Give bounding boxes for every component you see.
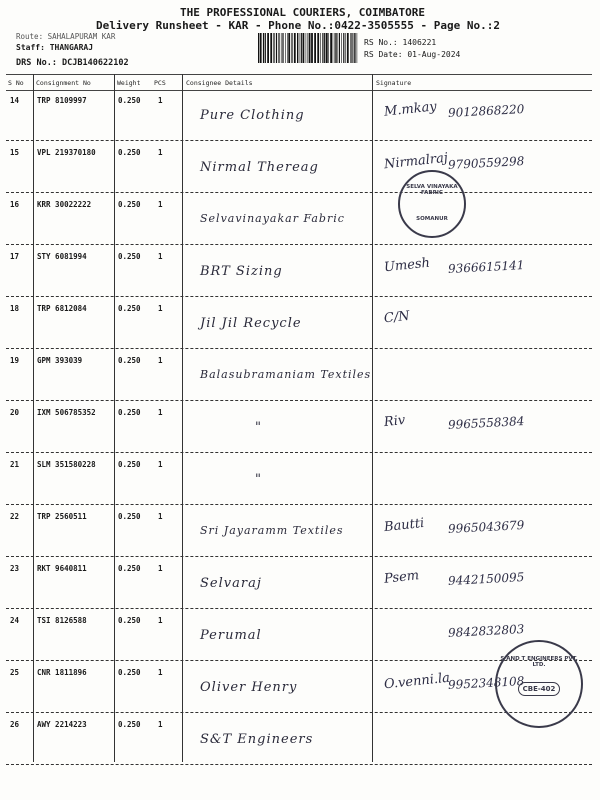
row-consignment-no: IXM 506785352 [37,408,96,417]
row-divider [6,348,592,349]
row-pcs: 1 [158,616,163,625]
row-divider [6,764,592,765]
row-divider [6,296,592,297]
row-weight: 0.250 [118,356,141,365]
col-header-sno: S No [8,79,24,87]
row-signature: M.mkay [383,99,438,120]
row-signature: Psem [383,568,420,587]
row-consignment-no: STY 6081994 [37,252,87,261]
row-pcs: 1 [158,200,163,209]
row-signature: C/N [383,308,411,327]
row-weight: 0.250 [118,668,141,677]
row-signature: Bautti [383,515,425,536]
row-consignment-no: CNR 1811896 [37,668,87,677]
row-weight: 0.250 [118,616,141,625]
row-pcs: 1 [158,564,163,573]
snt-engineers-stamp: S AND T ENGINEERS PVT. LTD. CBE-402 [495,640,583,728]
row-sno: 23 [10,564,20,573]
selva-vinayaka-stamp: SELVA VINAYAKA FABRIC SOMANUR [398,170,466,238]
row-sno: 17 [10,252,20,261]
row-pcs: 1 [158,408,163,417]
row-consignment-no: SLM 351580228 [37,460,96,469]
col-header-consignment: Consignment No [36,79,91,87]
row-divider [6,712,592,713]
row-weight: 0.250 [118,252,141,261]
row-weight: 0.250 [118,564,141,573]
row-weight: 0.250 [118,512,141,521]
row-consignment-no: RKT 9640811 [37,564,87,573]
col-header-consignee: Consignee Details [186,79,253,87]
row-consignment-no: AWY 2214223 [37,720,87,729]
rs-date: RS Date: 01-Aug-2024 [364,50,461,59]
row-weight: 0.250 [118,720,141,729]
row-weight: 0.250 [118,304,141,313]
row-divider [6,192,592,193]
row-phone: 9965558384 [447,414,525,432]
row-divider [6,244,592,245]
barcode-icon [258,33,358,63]
row-divider [6,452,592,453]
row-sno: 14 [10,96,20,105]
row-consignment-no: TRP 6812084 [37,304,87,313]
row-phone: 9842832803 [447,622,525,640]
row-consignment-no: TRP 8109997 [37,96,87,105]
header-bottom-rule [6,90,592,91]
row-phone: 9012868220 [447,102,525,120]
row-divider [6,504,592,505]
row-sno: 21 [10,460,20,469]
row-sno: 25 [10,668,20,677]
row-consignee: Nirmal Thereag [200,160,319,175]
row-phone: 9952348108 [447,674,525,692]
row-consignee: BRT Sizing [200,264,283,279]
runsheet-subtitle: Delivery Runsheet - KAR - Phone No.:0422-3505555 - Page No.:2 [96,19,500,32]
route-label: Route: SAHALAPURAM KAR [16,32,116,41]
row-sno: 16 [10,200,20,209]
row-weight: 0.250 [118,408,141,417]
col-divider [182,74,183,762]
row-consignment-no: VPL 219370180 [37,148,96,157]
row-phone: 9790559298 [447,154,525,172]
row-consignee: " [255,472,262,487]
row-phone: 9965043679 [447,518,525,536]
col-divider [33,74,34,762]
row-pcs: 1 [158,304,163,313]
row-pcs: 1 [158,668,163,677]
company-title: THE PROFESSIONAL COURIERS, COIMBATORE [180,6,426,19]
row-pcs: 1 [158,96,163,105]
row-sno: 15 [10,148,20,157]
row-consignee: Selvaraj [200,576,262,591]
row-consignee: Sri Jayaramm Textiles [200,524,344,537]
row-phone: 9366615141 [447,258,525,276]
row-signature: O.venni.la [383,670,451,693]
row-consignee: Oliver Henry [200,680,298,695]
row-divider [6,608,592,609]
row-sno: 24 [10,616,20,625]
col-divider [114,74,115,762]
col-header-signature: Signature [376,79,412,87]
row-pcs: 1 [158,460,163,469]
row-pcs: 1 [158,356,163,365]
row-weight: 0.250 [118,96,141,105]
row-sno: 20 [10,408,20,417]
row-consignment-no: TRP 2560511 [37,512,87,521]
row-phone: 9442150095 [447,570,525,588]
col-header-weight: Weight [117,79,141,87]
header-top-rule [6,74,592,75]
row-consignee: Jil Jil Recycle [200,316,302,331]
row-consignee: " [255,420,262,435]
row-weight: 0.250 [118,200,141,209]
rs-number: RS No.: 1406221 [364,38,437,47]
row-consignment-no: GPM 393039 [37,356,83,365]
row-consignee: S&T Engineers [200,732,314,747]
row-divider [6,400,592,401]
row-weight: 0.250 [118,460,141,469]
col-divider [372,74,373,762]
row-consignee: Perumal [200,628,262,643]
row-sno: 19 [10,356,20,365]
row-consignee: Balasubramaniam Textiles [200,368,372,381]
row-consignment-no: KRR 30022222 [37,200,92,209]
row-pcs: 1 [158,148,163,157]
row-sno: 18 [10,304,20,313]
row-weight: 0.250 [118,148,141,157]
col-header-pcs: PCS [154,79,166,87]
row-consignee: Pure Clothing [200,108,305,123]
row-consignment-no: TSI 8126588 [37,616,87,625]
row-signature: Umesh [383,255,431,276]
drs-number: DRS No.: DCJB140622102 [16,58,129,68]
row-signature: Nirmalraj [383,150,449,173]
row-divider [6,556,592,557]
row-consignee: Selvavinayakar Fabric [200,212,345,225]
row-sno: 22 [10,512,20,521]
row-pcs: 1 [158,512,163,521]
row-signature: Riv [383,412,407,431]
row-divider [6,140,592,141]
row-pcs: 1 [158,252,163,261]
staff-label: Staff: THANGARAJ [16,43,94,52]
row-sno: 26 [10,720,20,729]
row-pcs: 1 [158,720,163,729]
